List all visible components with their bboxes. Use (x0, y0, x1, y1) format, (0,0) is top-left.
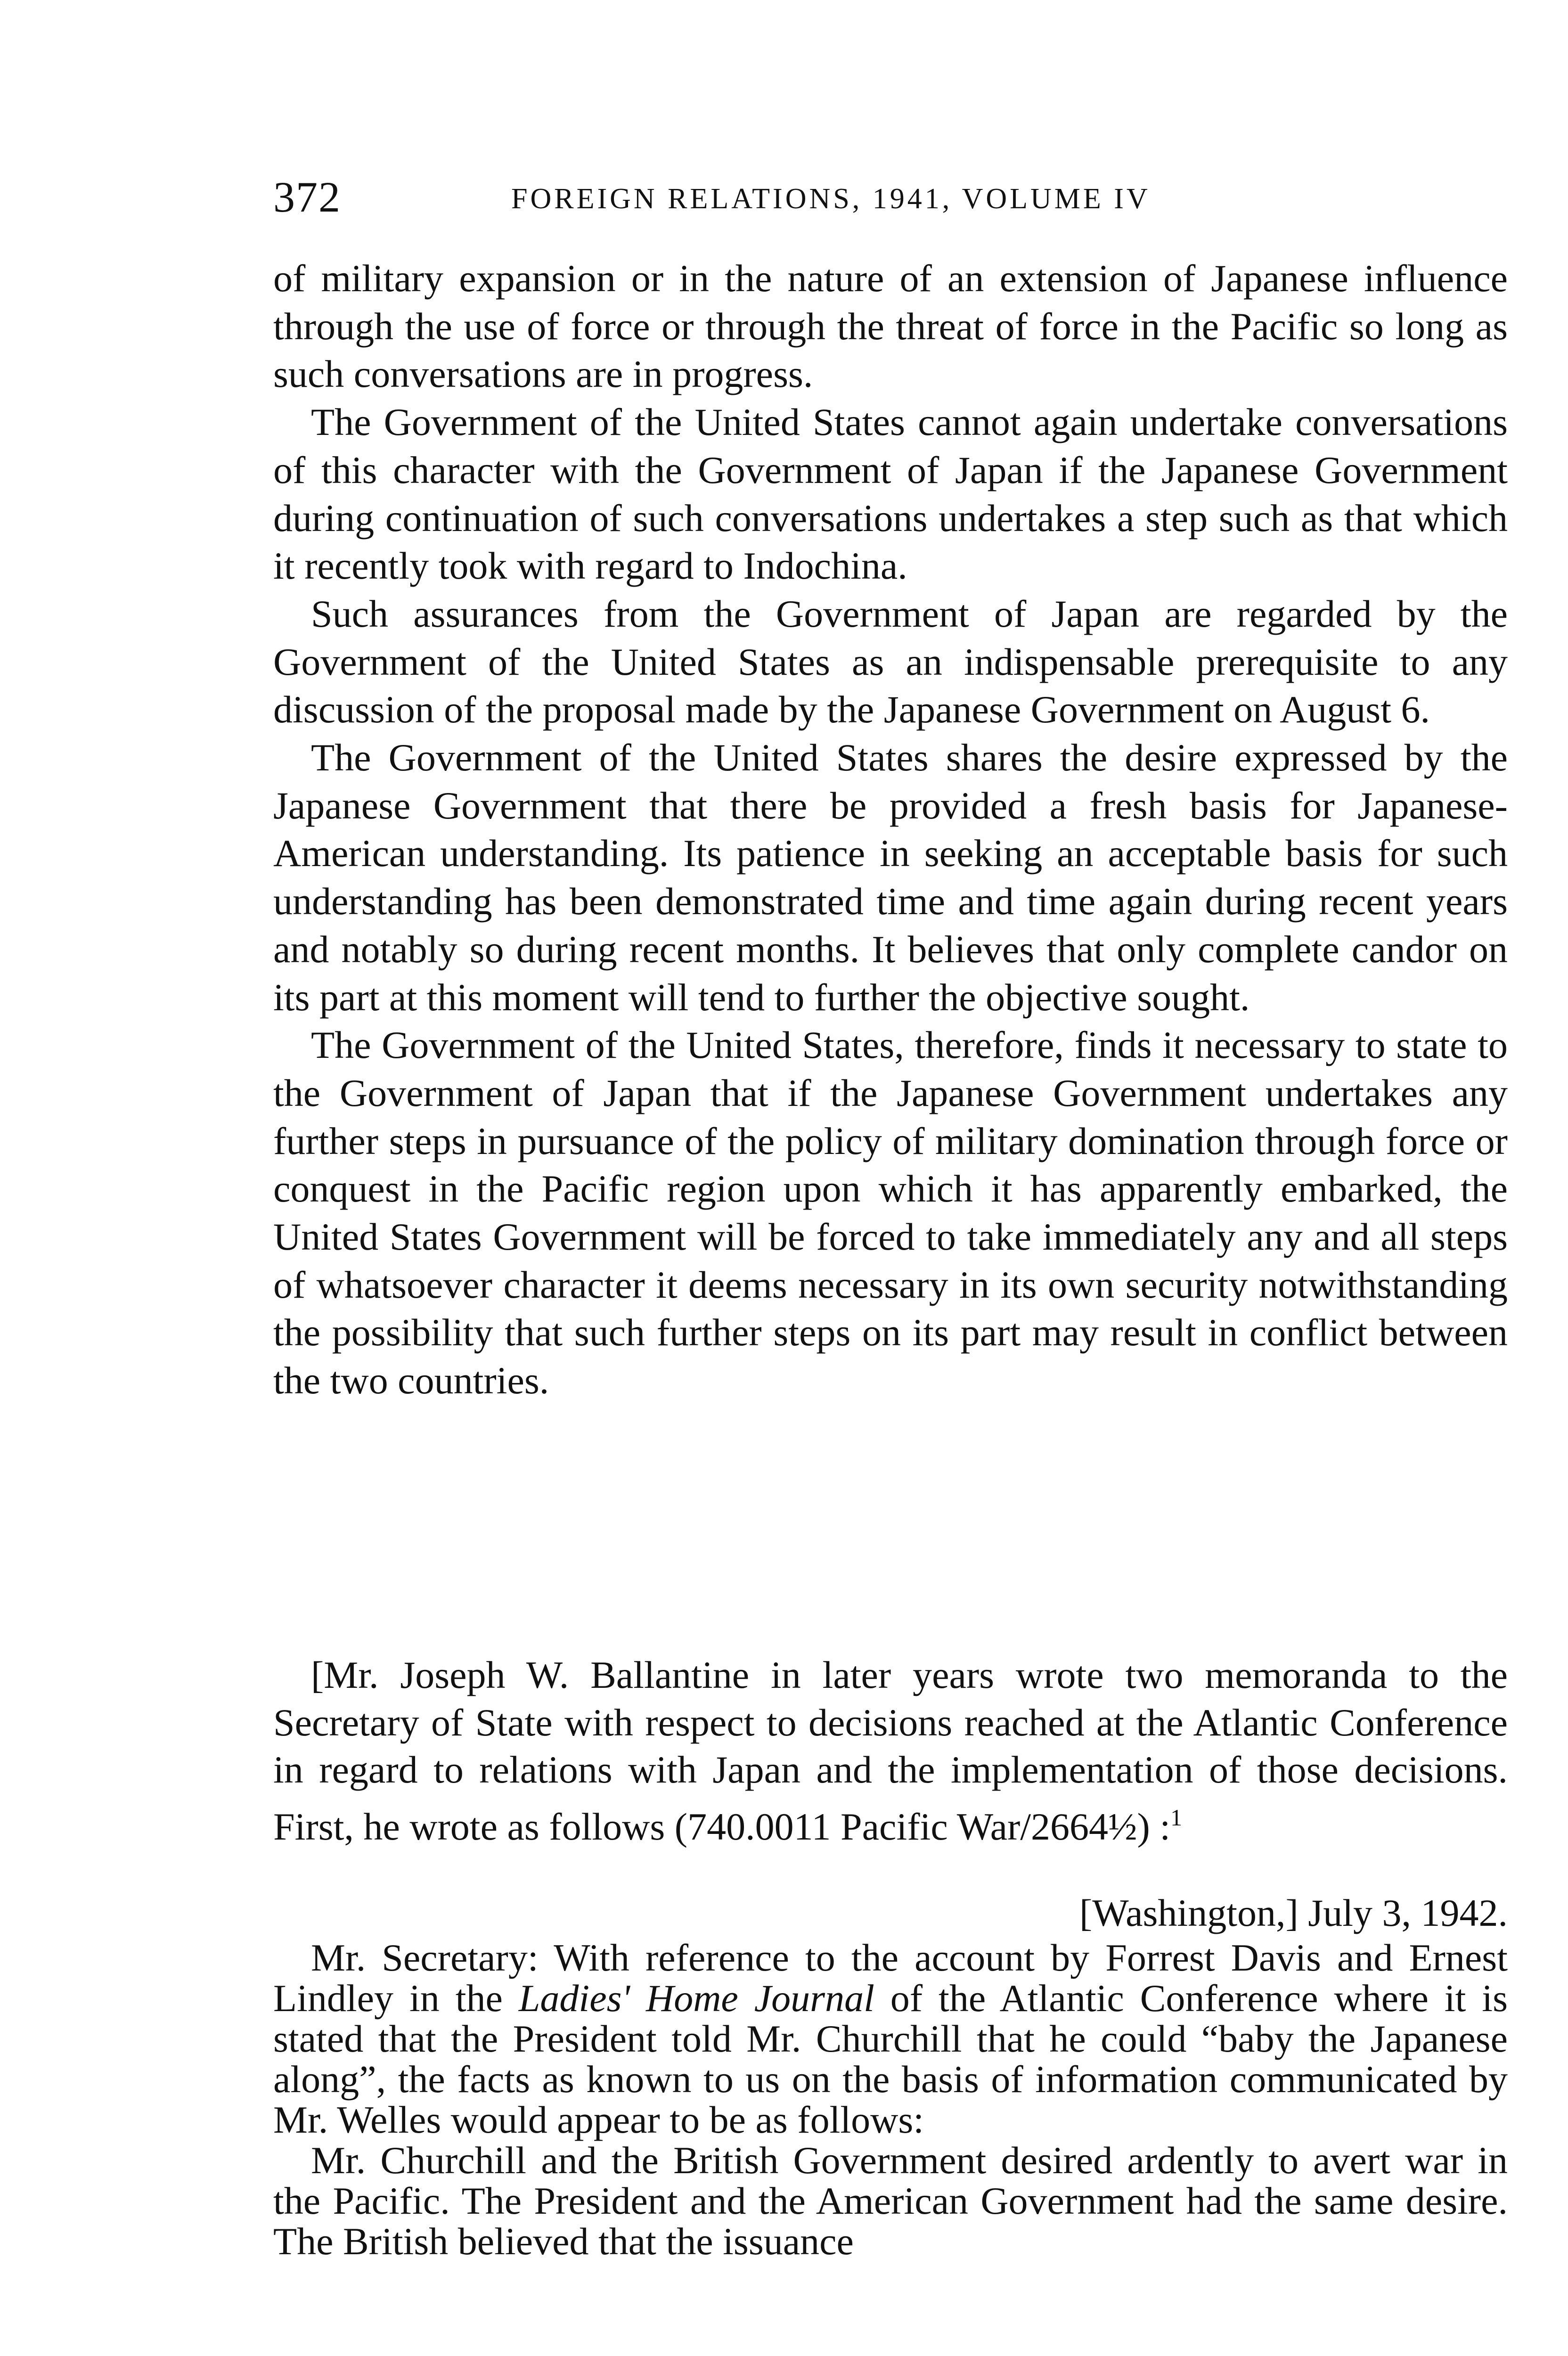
memo-paragraph (273, 1938, 1508, 2140)
paragraph: Such assurances from the Government of Japan are regarded by the Government of the United States as an indispensable prerequisite to any discussion of the proposal made by the Japanese Government on August 6. (273, 592, 1508, 731)
memo-paragraph: Mr. Churchill and the British Government desired ardently to avert war in the Pacific. The President and the American Government had the same desire. The British believed that the issuance (273, 2139, 1508, 2263)
paragraph: of military expansion or in the nature of an extension of Japanese influence through the use of force or through the threat of force in the Pacific so long as such conversations are in progress. (273, 257, 1508, 396)
paragraph: The Government of the United States, therefore, finds it necessary to state to the Government of Japan that if the Japanese Government undertakes any further steps in pursuance of the policy of military domination through force or conquest in the Pacific region upon which it has apparently embarked, the United States Government will be forced to take immediately any and all steps of whatsoever character it deems necessary in its own security notwithstanding the possibility that such further steps on its part may result in conflict between the two countries. (273, 1023, 1508, 1402)
dispatch-text (273, 254, 1508, 1405)
page-number: 372 (273, 173, 341, 221)
memo-text-part: of the Atlantic Conference where it is stated that the President told Mr. Churchill that he could “baby the Japanese along”, the facts as known to us on the basis of information communicated by Mr. Welles would appear to be as follows: (273, 1977, 1508, 2141)
footnote-reference: 1 (1170, 1804, 1183, 1831)
editorial-note-paragraph (273, 1652, 1508, 1850)
memo-text-part: Mr. Secretary: With reference to the account by Forrest Davis and Ernest Lindley in the (273, 1936, 1508, 2020)
publication-title: Ladies' Home Journal (518, 1977, 874, 2020)
page-header (273, 172, 1319, 224)
paragraph: The Government of the United States shares the desire expressed by the Japanese Government that there be provided a fresh basis for Japanese-American understanding. Its patience in seeking an acceptable basis for such understanding has been demonstrated time and time again during recent years and notably so during recent months. It believes that only complete candor on its part at this moment will tend to further the objective sought. (273, 736, 1508, 1019)
paragraph: The Government of the United States cannot again undertake conversations of this character with the Government of Japan if the Japanese Government during continuation of such conversations undertakes a step such as that which it recently took with regard to Indochina. (273, 401, 1508, 588)
memo-dateline: [Washington,] July 3, 1942. (1079, 1891, 1508, 1934)
running-title: FOREIGN RELATIONS, 1941, VOLUME IV (511, 183, 1151, 215)
editorial-note (273, 1652, 1508, 1850)
memo-text (273, 1938, 1508, 2262)
editorial-note-text: [Mr. Joseph W. Ballantine in later years wrote two memoranda to the Secretary of State with respect to decisions reached at the Atlantic Conference in regard to relations with Japan and the implementation of those decisions. First, he wrote as follows (740.0011 Pacific War/2664½) : (273, 1653, 1508, 1848)
